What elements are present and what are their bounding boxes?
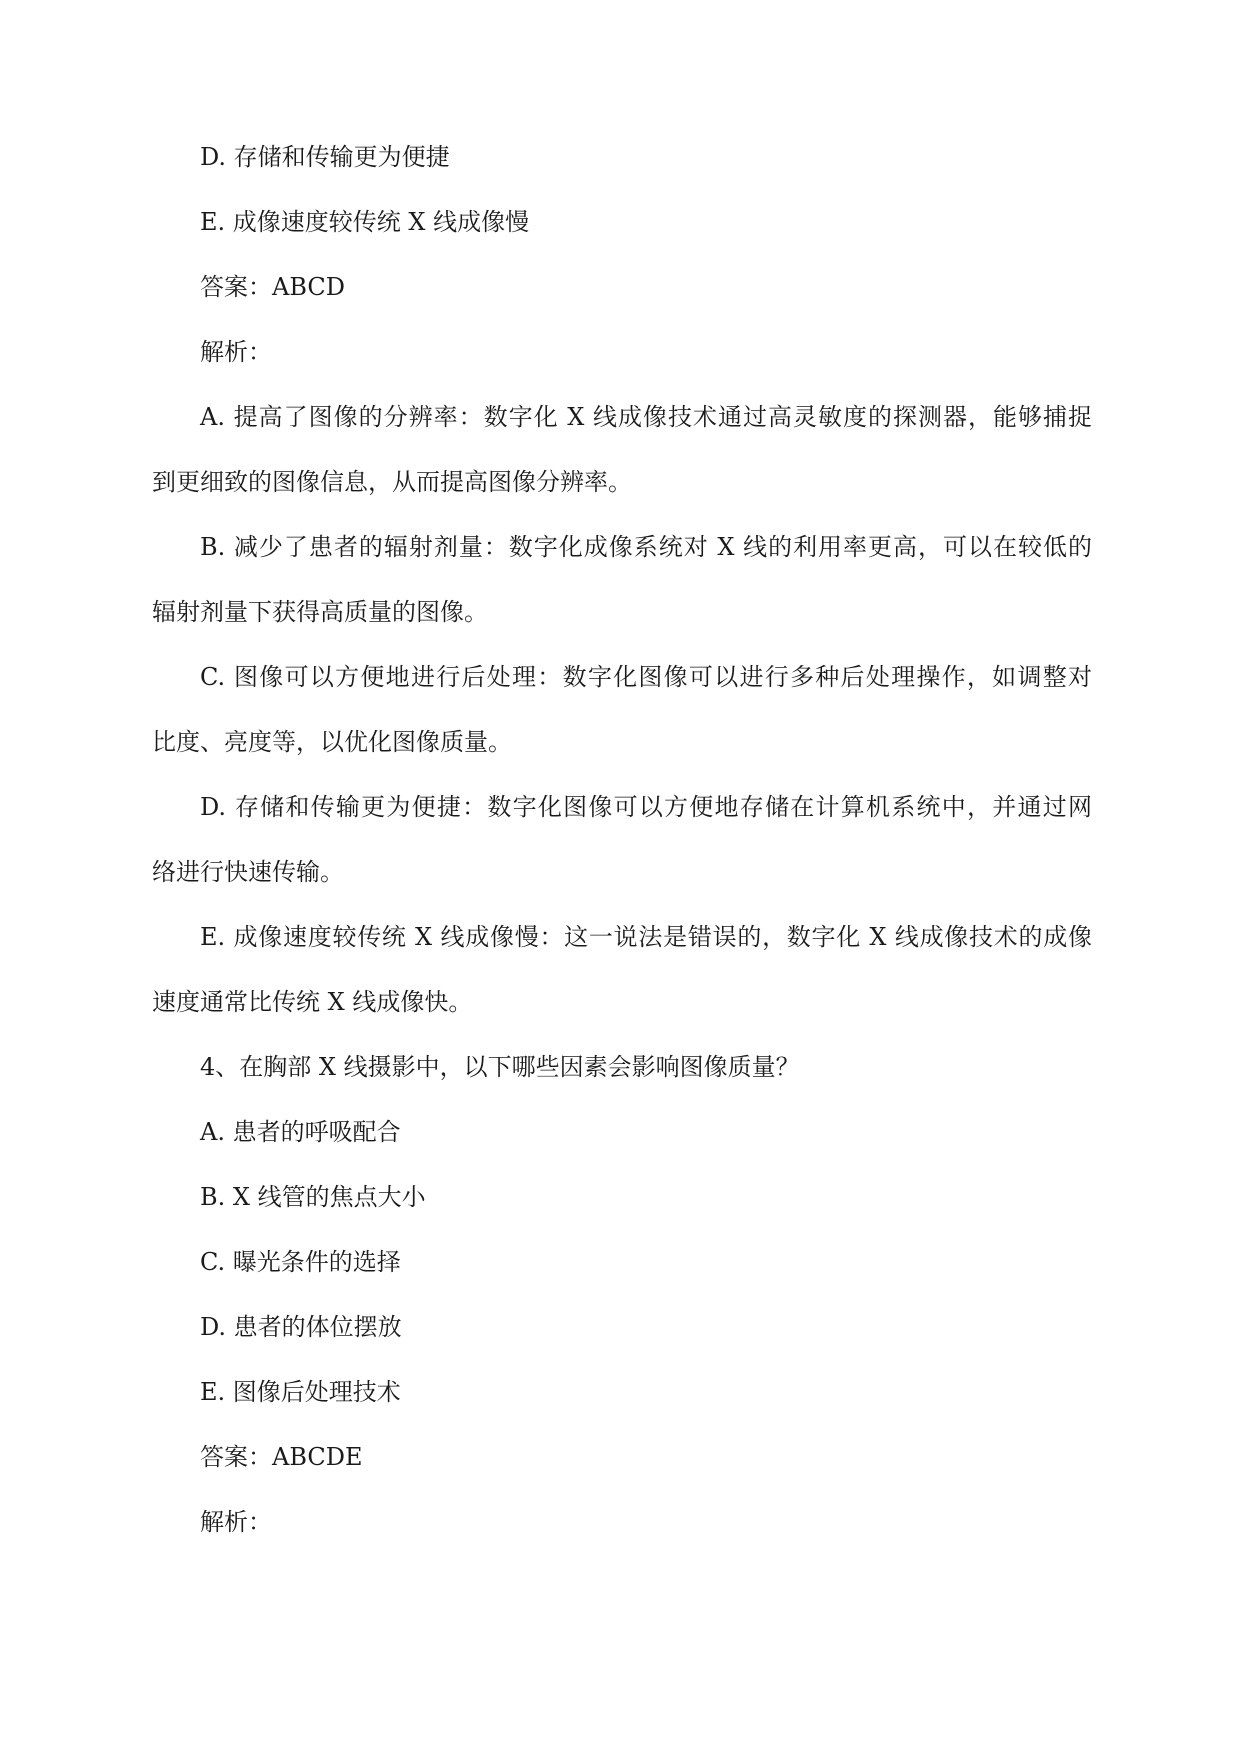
- q4-analysis-heading: 解析：: [200, 1508, 272, 1536]
- analysis-heading: 解析：: [200, 338, 272, 366]
- analysis-d-line-1: D. 存储和传输更为便捷：数字化图像可以方便地存储在计算机系统中，并通过网: [200, 793, 1092, 821]
- question-4: 4、在胸部 X 线摄影中，以下哪些因素会影响图像质量？: [200, 1053, 800, 1081]
- analysis-b-line-1: B. 减少了患者的辐射剂量：数字化成像系统对 X 线的利用率更高，可以在较低的: [200, 533, 1092, 561]
- analysis-a-line-2: 到更细致的图像信息，从而提高图像分辨率。: [152, 468, 632, 496]
- analysis-e-line-2: 速度通常比传统 X 线成像快。: [152, 988, 473, 1016]
- q4-option-d: D. 患者的体位摆放: [200, 1313, 402, 1341]
- q4-option-e: E. 图像后处理技术: [200, 1378, 401, 1406]
- document-body: [152, 145, 1092, 1575]
- analysis-b-line-2: 辐射剂量下获得高质量的图像。: [152, 598, 488, 626]
- q4-answer: 答案：ABCDE: [200, 1443, 363, 1471]
- option-e: E. 成像速度较传统 X 线成像慢: [200, 208, 530, 236]
- answer: 答案：ABCD: [200, 273, 346, 301]
- analysis-c-line-1: C. 图像可以方便地进行后处理：数字化图像可以进行多种后处理操作，如调整对: [200, 663, 1092, 691]
- analysis-d-line-2: 络进行快速传输。: [152, 858, 344, 886]
- q4-option-b: B. X 线管的焦点大小: [200, 1183, 426, 1211]
- q4-option-a: A. 患者的呼吸配合: [200, 1118, 401, 1146]
- analysis-c-line-2: 比度、亮度等，以优化图像质量。: [152, 728, 512, 756]
- q4-option-c: C. 曝光条件的选择: [200, 1248, 401, 1276]
- option-d: D. 存储和传输更为便捷: [200, 143, 450, 171]
- analysis-e-line-1: E. 成像速度较传统 X 线成像慢：这一说法是错误的，数字化 X 线成像技术的成像: [200, 923, 1092, 951]
- analysis-a-line-1: A. 提高了图像的分辨率：数字化 X 线成像技术通过高灵敏度的探测器，能够捕捉: [200, 403, 1092, 431]
